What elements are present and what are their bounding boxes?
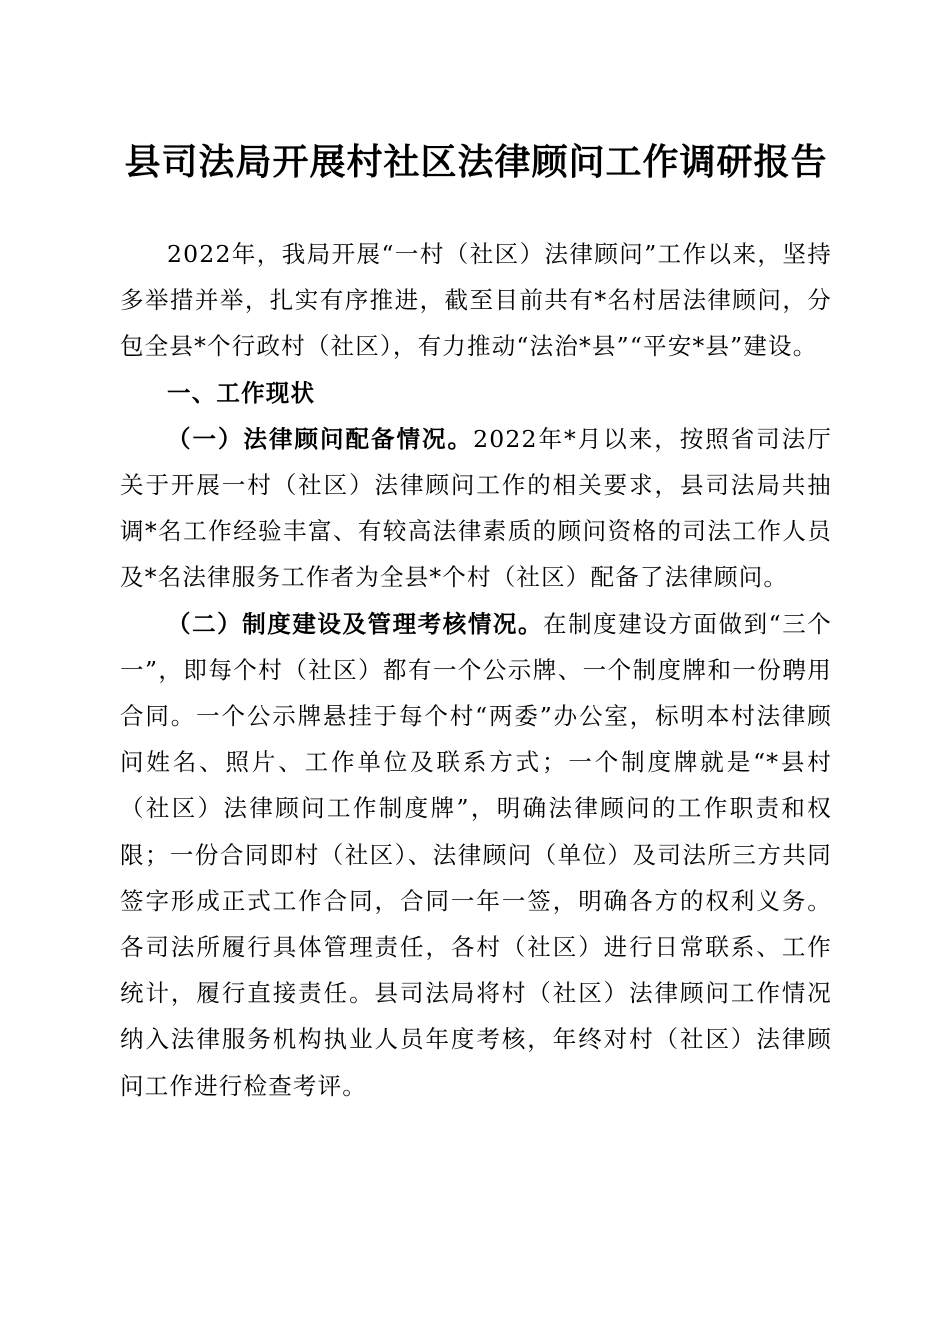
document-title: 县司法局开展村社区法律顾问工作调研报告: [124, 141, 828, 183]
paragraph-staffing: [120, 416, 832, 601]
paragraph-system-building: [120, 601, 832, 1109]
section-heading: 一、工作现状: [167, 378, 316, 407]
paragraph-text: 2022年*月以来，按照省司法厅关于开展一村（社区）法律顾问工作的相关要求，县司法局共抽调*名工作经验丰富、有较高法律素质的顾问资格的司法工作人员及*名法律服务工作者为全县*个村（社区）配备了法律顾问。: [120, 424, 832, 592]
paragraph-lead: （一）法律顾问配备情况。: [167, 424, 474, 453]
intro-paragraph: 2022年，我局开展“一村（社区）法律顾问”工作以来，坚持多举措并举，扎实有序推进，截至目前共有*名村居法律顾问，分包全县*个行政村（社区），有力推动“法治*县”“平安*县”建设。: [120, 240, 832, 361]
paragraph-text: 在制度建设方面做到“三个一”，即每个村（社区）都有一个公示牌、一个制度牌和一份聘用合同。一个公示牌悬挂于每个村“两委”办公室，标明本村法律顾问姓名、照片、工作单位及联系方式；一个制度牌就是“*县村（社区）法律顾问工作制度牌”，明确法律顾问的工作职责和权限；一份合同即村（社区）、法律顾问（单位）及司法所三方共同签字形成正式工作合同，合同一年一签，明确各方的权利义务。各司法所履行具体管理责任，各村（社区）进行日常联系、工作统计，履行直接责任。县司法局将村（社区）法律顾问工作情况纳入法律服务机构执业人员年度考核，年终对村（社区）法律顾问工作进行检查考评。: [120, 609, 832, 1100]
paragraph-lead: （二）制度建设及管理考核情况。: [167, 609, 544, 638]
document-body: [120, 231, 832, 1109]
